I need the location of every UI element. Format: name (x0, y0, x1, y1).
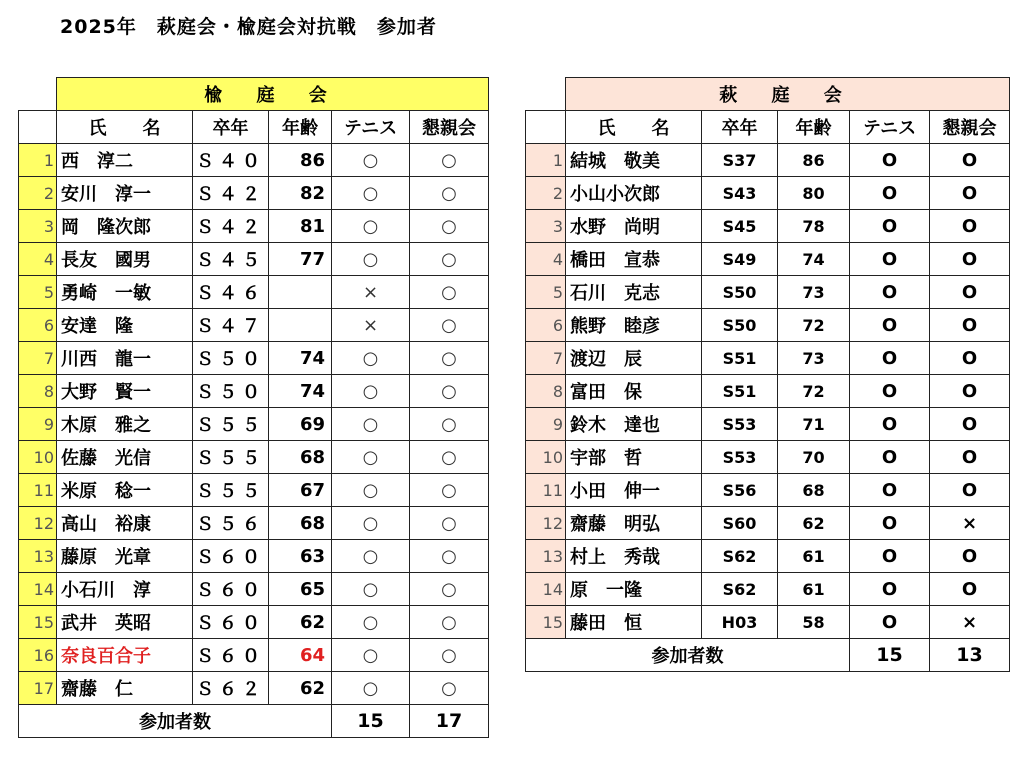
row-number: 3 (19, 210, 57, 243)
grad-year: S37 (702, 144, 778, 177)
row-number: 17 (19, 672, 57, 705)
year-header: 卒年 (193, 111, 269, 144)
table-row (19, 573, 489, 606)
table-row (526, 408, 1010, 441)
total-party: 13 (930, 639, 1010, 672)
tennis-mark: O (850, 210, 930, 243)
grad-year: S51 (702, 375, 778, 408)
table-row (526, 507, 1010, 540)
total-row (19, 705, 489, 738)
total-tennis: 15 (850, 639, 930, 672)
tennis-mark: ○ (332, 507, 410, 540)
tennis-mark: ○ (332, 672, 410, 705)
tennis-mark: ○ (332, 573, 410, 606)
member-name: 安達 隆 (57, 309, 193, 342)
member-name: 齋藤 仁 (57, 672, 193, 705)
table-yuteikai (18, 77, 489, 738)
member-age: 62 (778, 507, 850, 540)
member-name: 結城 敬美 (566, 144, 702, 177)
party-mark: ○ (410, 276, 489, 309)
row-number: 5 (19, 276, 57, 309)
tennis-mark: O (850, 507, 930, 540)
row-number: 12 (19, 507, 57, 540)
member-age: 69 (269, 408, 332, 441)
member-age: 73 (778, 342, 850, 375)
party-mark: ○ (410, 606, 489, 639)
member-name: 木原 雅之 (57, 408, 193, 441)
party-mark: ○ (410, 243, 489, 276)
table-row (526, 210, 1010, 243)
member-age: 71 (778, 408, 850, 441)
member-age: 74 (269, 342, 332, 375)
grad-year: H03 (702, 606, 778, 639)
table-row (526, 441, 1010, 474)
total-label: 参加者数 (526, 639, 850, 672)
grad-year: S53 (702, 408, 778, 441)
row-number: 9 (526, 408, 566, 441)
member-name: 川西 龍一 (57, 342, 193, 375)
table-row (526, 606, 1010, 639)
table-row (19, 606, 489, 639)
party-mark: ○ (410, 441, 489, 474)
tennis-mark: O (850, 177, 930, 210)
table-row (19, 441, 489, 474)
table-row (19, 309, 489, 342)
grad-year: Ｓ４２ (193, 210, 269, 243)
corner-blank (19, 78, 57, 111)
member-age: 68 (778, 474, 850, 507)
member-age: 81 (269, 210, 332, 243)
tennis-mark: O (850, 408, 930, 441)
party-mark: O (930, 540, 1010, 573)
member-name: 武井 英昭 (57, 606, 193, 639)
grad-year: Ｓ５５ (193, 408, 269, 441)
table-row (19, 408, 489, 441)
table-row (19, 342, 489, 375)
table-hagiteikai (525, 77, 1010, 672)
member-name: 渡辺 辰 (566, 342, 702, 375)
party-mark: O (930, 375, 1010, 408)
name-header: 氏 名 (566, 111, 702, 144)
table-row (19, 210, 489, 243)
member-name: 長友 國男 (57, 243, 193, 276)
member-age: 62 (269, 672, 332, 705)
grad-year: Ｓ５６ (193, 507, 269, 540)
grad-year: S56 (702, 474, 778, 507)
group-header: 萩 庭 会 (566, 78, 1010, 111)
grad-year: Ｓ６０ (193, 573, 269, 606)
member-name: 高山 裕康 (57, 507, 193, 540)
tennis-mark: ○ (332, 342, 410, 375)
member-name: 鈴木 達也 (566, 408, 702, 441)
tennis-mark: O (850, 606, 930, 639)
total-tennis: 15 (332, 705, 410, 738)
party-mark: O (930, 243, 1010, 276)
member-age: 62 (269, 606, 332, 639)
party-mark: ○ (410, 540, 489, 573)
member-name: 齋藤 明弘 (566, 507, 702, 540)
member-age (269, 276, 332, 309)
member-name: 橋田 宣恭 (566, 243, 702, 276)
member-name: 水野 尚明 (566, 210, 702, 243)
member-age: 67 (269, 474, 332, 507)
member-age: 77 (269, 243, 332, 276)
party-mark: ○ (410, 474, 489, 507)
party-mark: ○ (410, 507, 489, 540)
grad-year: S53 (702, 441, 778, 474)
party-mark: ○ (410, 639, 489, 672)
year-header: 卒年 (702, 111, 778, 144)
member-name: 大野 賢一 (57, 375, 193, 408)
table-row (19, 474, 489, 507)
member-age: 65 (269, 573, 332, 606)
row-number: 9 (19, 408, 57, 441)
grad-year: Ｓ６２ (193, 672, 269, 705)
party-mark: ○ (410, 210, 489, 243)
grad-year: Ｓ４２ (193, 177, 269, 210)
party-mark: ○ (410, 375, 489, 408)
group-header: 楡 庭 会 (57, 78, 489, 111)
party-header: 懇親会 (410, 111, 489, 144)
row-number: 6 (526, 309, 566, 342)
member-age: 80 (778, 177, 850, 210)
member-age: 82 (269, 177, 332, 210)
tennis-mark: O (850, 276, 930, 309)
row-number: 14 (526, 573, 566, 606)
member-age: 72 (778, 309, 850, 342)
row-number: 3 (526, 210, 566, 243)
party-mark: O (930, 408, 1010, 441)
member-name: 富田 保 (566, 375, 702, 408)
member-name: 西 淳二 (57, 144, 193, 177)
row-number: 12 (526, 507, 566, 540)
member-name: 藤田 恒 (566, 606, 702, 639)
row-number: 1 (526, 144, 566, 177)
row-number: 4 (19, 243, 57, 276)
member-name: 原 一隆 (566, 573, 702, 606)
row-number: 10 (19, 441, 57, 474)
party-mark: ○ (410, 408, 489, 441)
age-header: 年齢 (269, 111, 332, 144)
tennis-mark: ○ (332, 210, 410, 243)
table-row (19, 507, 489, 540)
grad-year: Ｓ６０ (193, 540, 269, 573)
member-age: 58 (778, 606, 850, 639)
row-number: 7 (19, 342, 57, 375)
member-age: 70 (778, 441, 850, 474)
party-mark: O (930, 210, 1010, 243)
age-header: 年齢 (778, 111, 850, 144)
tennis-mark: × (332, 309, 410, 342)
tennis-mark: × (332, 276, 410, 309)
member-age: 64 (269, 639, 332, 672)
row-number: 1 (19, 144, 57, 177)
party-mark: ○ (410, 144, 489, 177)
tennis-mark: ○ (332, 441, 410, 474)
table-row (19, 375, 489, 408)
table-row (19, 177, 489, 210)
party-mark: ○ (410, 342, 489, 375)
member-name: 奈良百合子 (57, 639, 193, 672)
total-row (526, 639, 1010, 672)
party-mark: ○ (410, 177, 489, 210)
grad-year: S62 (702, 540, 778, 573)
member-age: 61 (778, 573, 850, 606)
tennis-mark: ○ (332, 144, 410, 177)
tennis-mark: O (850, 144, 930, 177)
tennis-mark: O (850, 375, 930, 408)
no-header (19, 111, 57, 144)
grad-year: Ｓ４０ (193, 144, 269, 177)
row-number: 2 (526, 177, 566, 210)
table-row (526, 342, 1010, 375)
member-name: 小石川 淳 (57, 573, 193, 606)
grad-year: S51 (702, 342, 778, 375)
member-name: 米原 稔一 (57, 474, 193, 507)
grad-year: Ｓ５５ (193, 441, 269, 474)
member-age: 86 (778, 144, 850, 177)
table-row (526, 540, 1010, 573)
member-age: 61 (778, 540, 850, 573)
table-row (526, 144, 1010, 177)
table-row (19, 639, 489, 672)
party-mark: × (930, 606, 1010, 639)
row-number: 5 (526, 276, 566, 309)
row-number: 16 (19, 639, 57, 672)
grad-year: Ｓ６０ (193, 606, 269, 639)
party-mark: ○ (410, 672, 489, 705)
row-number: 7 (526, 342, 566, 375)
row-number: 14 (19, 573, 57, 606)
party-mark: O (930, 474, 1010, 507)
no-header (526, 111, 566, 144)
grad-year: S43 (702, 177, 778, 210)
member-age (269, 309, 332, 342)
member-name: 佐藤 光信 (57, 441, 193, 474)
grad-year: S49 (702, 243, 778, 276)
grad-year: S45 (702, 210, 778, 243)
row-number: 11 (526, 474, 566, 507)
table-row (19, 144, 489, 177)
tennis-mark: ○ (332, 375, 410, 408)
party-mark: O (930, 573, 1010, 606)
row-number: 4 (526, 243, 566, 276)
party-mark: O (930, 177, 1010, 210)
grad-year: Ｓ４７ (193, 309, 269, 342)
tennis-mark: ○ (332, 408, 410, 441)
party-mark: × (930, 507, 1010, 540)
row-number: 10 (526, 441, 566, 474)
table-row (526, 375, 1010, 408)
member-name: 小田 伸一 (566, 474, 702, 507)
member-name: 熊野 睦彦 (566, 309, 702, 342)
party-mark: O (930, 276, 1010, 309)
member-age: 68 (269, 507, 332, 540)
tennis-mark: O (850, 309, 930, 342)
row-number: 15 (19, 606, 57, 639)
tennis-mark: ○ (332, 606, 410, 639)
total-label: 参加者数 (19, 705, 332, 738)
name-header: 氏 名 (57, 111, 193, 144)
tennis-mark: ○ (332, 177, 410, 210)
table-row (526, 177, 1010, 210)
party-mark: O (930, 342, 1010, 375)
grad-year: S60 (702, 507, 778, 540)
tennis-header: テニス (850, 111, 930, 144)
table-row (19, 672, 489, 705)
tennis-mark: O (850, 474, 930, 507)
grad-year: S50 (702, 309, 778, 342)
member-name: 勇崎 一敏 (57, 276, 193, 309)
grad-year: S62 (702, 573, 778, 606)
grad-year: Ｓ５０ (193, 342, 269, 375)
party-header: 懇親会 (930, 111, 1010, 144)
member-age: 74 (778, 243, 850, 276)
row-number: 11 (19, 474, 57, 507)
member-name: 村上 秀哉 (566, 540, 702, 573)
member-age: 63 (269, 540, 332, 573)
row-number: 13 (19, 540, 57, 573)
table-row (526, 276, 1010, 309)
tennis-mark: O (850, 573, 930, 606)
member-name: 小山小次郎 (566, 177, 702, 210)
member-name: 岡 隆次郎 (57, 210, 193, 243)
party-mark: O (930, 144, 1010, 177)
party-mark: O (930, 309, 1010, 342)
row-number: 8 (526, 375, 566, 408)
member-age: 72 (778, 375, 850, 408)
corner-blank (526, 78, 566, 111)
row-number: 8 (19, 375, 57, 408)
member-name: 安川 淳一 (57, 177, 193, 210)
total-party: 17 (410, 705, 489, 738)
grad-year: Ｓ５５ (193, 474, 269, 507)
member-age: 86 (269, 144, 332, 177)
tennis-mark: ○ (332, 540, 410, 573)
member-name: 石川 克志 (566, 276, 702, 309)
row-number: 13 (526, 540, 566, 573)
tennis-mark: O (850, 243, 930, 276)
tennis-mark: ○ (332, 243, 410, 276)
tennis-mark: ○ (332, 639, 410, 672)
member-age: 68 (269, 441, 332, 474)
tennis-mark: O (850, 342, 930, 375)
row-number: 6 (19, 309, 57, 342)
tennis-mark: ○ (332, 474, 410, 507)
member-age: 78 (778, 210, 850, 243)
member-name: 藤原 光章 (57, 540, 193, 573)
grad-year: S50 (702, 276, 778, 309)
table-row (526, 573, 1010, 606)
party-mark: O (930, 441, 1010, 474)
grad-year: Ｓ６０ (193, 639, 269, 672)
party-mark: ○ (410, 309, 489, 342)
tennis-mark: O (850, 540, 930, 573)
table-row (19, 276, 489, 309)
grad-year: Ｓ５０ (193, 375, 269, 408)
row-number: 2 (19, 177, 57, 210)
member-age: 73 (778, 276, 850, 309)
page-title: 2025年 萩庭会・楡庭会対抗戦 参加者 (60, 16, 437, 38)
table-row (526, 309, 1010, 342)
member-age: 74 (269, 375, 332, 408)
tennis-mark: O (850, 441, 930, 474)
grad-year: Ｓ４５ (193, 243, 269, 276)
table-row (526, 474, 1010, 507)
table-row (526, 243, 1010, 276)
row-number: 15 (526, 606, 566, 639)
table-row (19, 540, 489, 573)
tennis-header: テニス (332, 111, 410, 144)
member-name: 宇部 哲 (566, 441, 702, 474)
table-row (19, 243, 489, 276)
grad-year: Ｓ４６ (193, 276, 269, 309)
party-mark: ○ (410, 573, 489, 606)
